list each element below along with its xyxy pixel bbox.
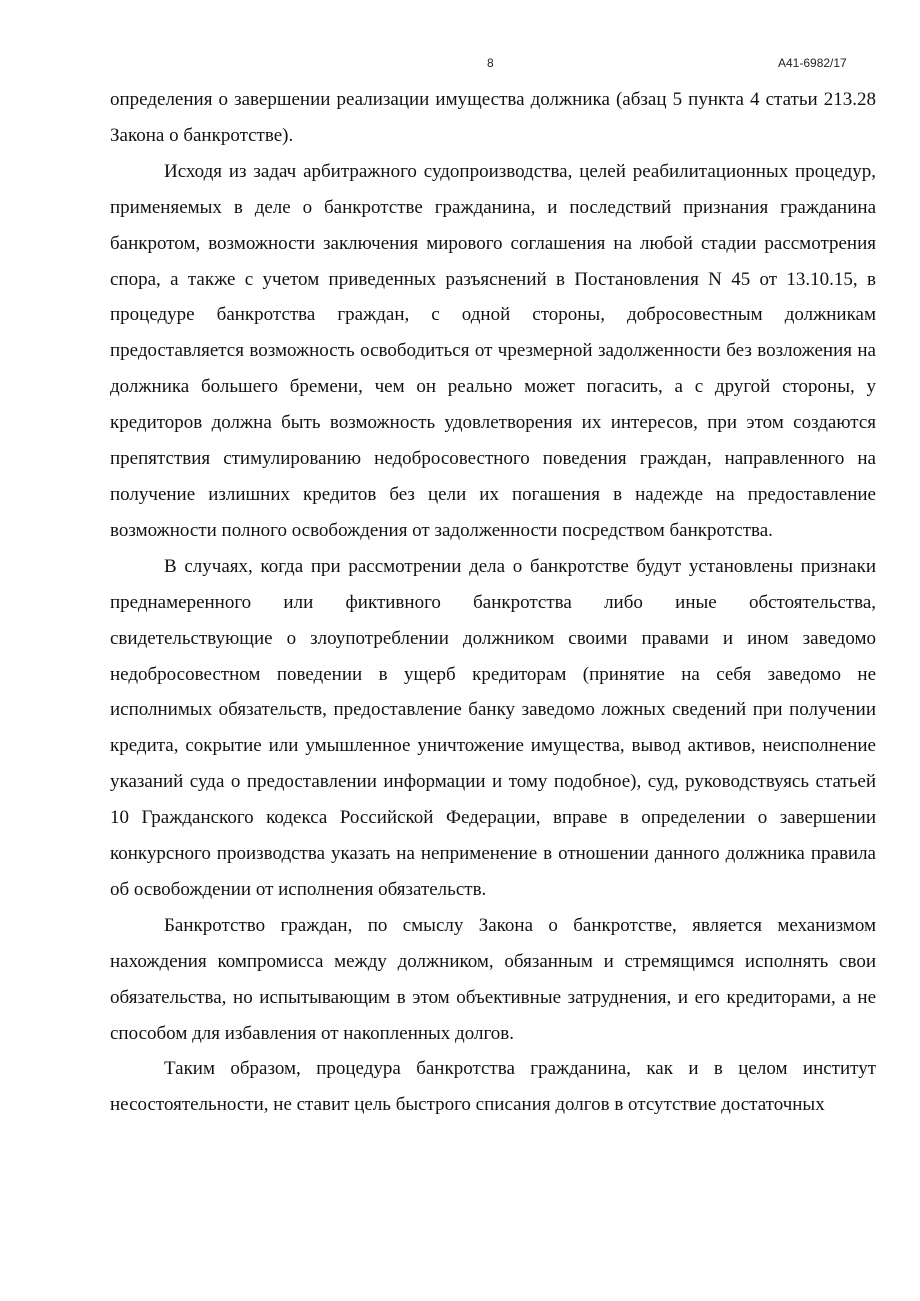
paragraph-rehabilitation-goals: Исходя из задач арбитражного судопроизводства, целей реабилитационных процедур, применяемых в деле о банкротстве гражданина, и последствий признания гражданина банкротом, возможности заключения мирового соглашения на любой стадии рассмотрения спора, а также с учетом приведенных разъяснений в Постановления N 45 от 13.10.15, в процедуре банкротства граждан, с одной стороны, добросовестным должникам предоставляется возможность освободиться от чрезмерной задолженности без возложения на должника большего бремени, чем он реально может погасить, а с другой стороны, у кредиторов должна быть возможность удовлетворения их интересов, при этом создаются препятствия стимулированию недобросовестного поведения граждан, направленного на получение излишних кредитов без цели их погашения в надежде на предоставление возможности полного освобождения от задолженности посредством банкротства. [110,160,876,541]
paragraph-bad-faith-cases: В случаях, когда при рассмотрении дела о банкротстве будут установлены признаки преднамеренного или фиктивного банкротства либо иные обстоятельства, свидетельствующие о злоупотреблении должником своими правами и ином заведомо недобросовестном поведении в ущерб кредиторам (принятие на себя заведомо не исполнимых обязательств, предоставление банку заведомо ложных сведений при получении кредита, сокрытие или умышленное уничтожение имущества, вывод активов, неисполнение указаний суда о предоставлении информации и тому подобное), суд, руководствуясь статьей 10 Гражданского кодекса Российской Федерации, вправе в определении о завершении конкурсного производства указать на неприменение в отношении данного должника правила об освобождении от исполнения обязательств. [110,555,876,900]
document-body [110,82,876,1123]
case-number: А41-6982/17 [778,56,847,70]
page-number: 8 [487,56,494,70]
paragraph-conclusion: Таким образом, процедура банкротства гражданина, как и в целом институт несостоятельности, не ставит цель быстрого списания долгов в отсутствие достаточных [110,1058,876,1116]
paragraph-compromise-mechanism: Банкротство граждан, по смыслу Закона о банкротстве, является механизмом нахождения компромисса между должником, обязанным и стремящимся исполнять свои обязательства, но испытывающим в этом объективные затруднения, и его кредиторами, а не способом для избавления от накопленных долгов. [110,914,876,1044]
paragraph-continuation: определения о завершении реализации имущества должника (абзац 5 пункта 4 статьи 213.28 Закона о банкротстве). [110,89,876,146]
